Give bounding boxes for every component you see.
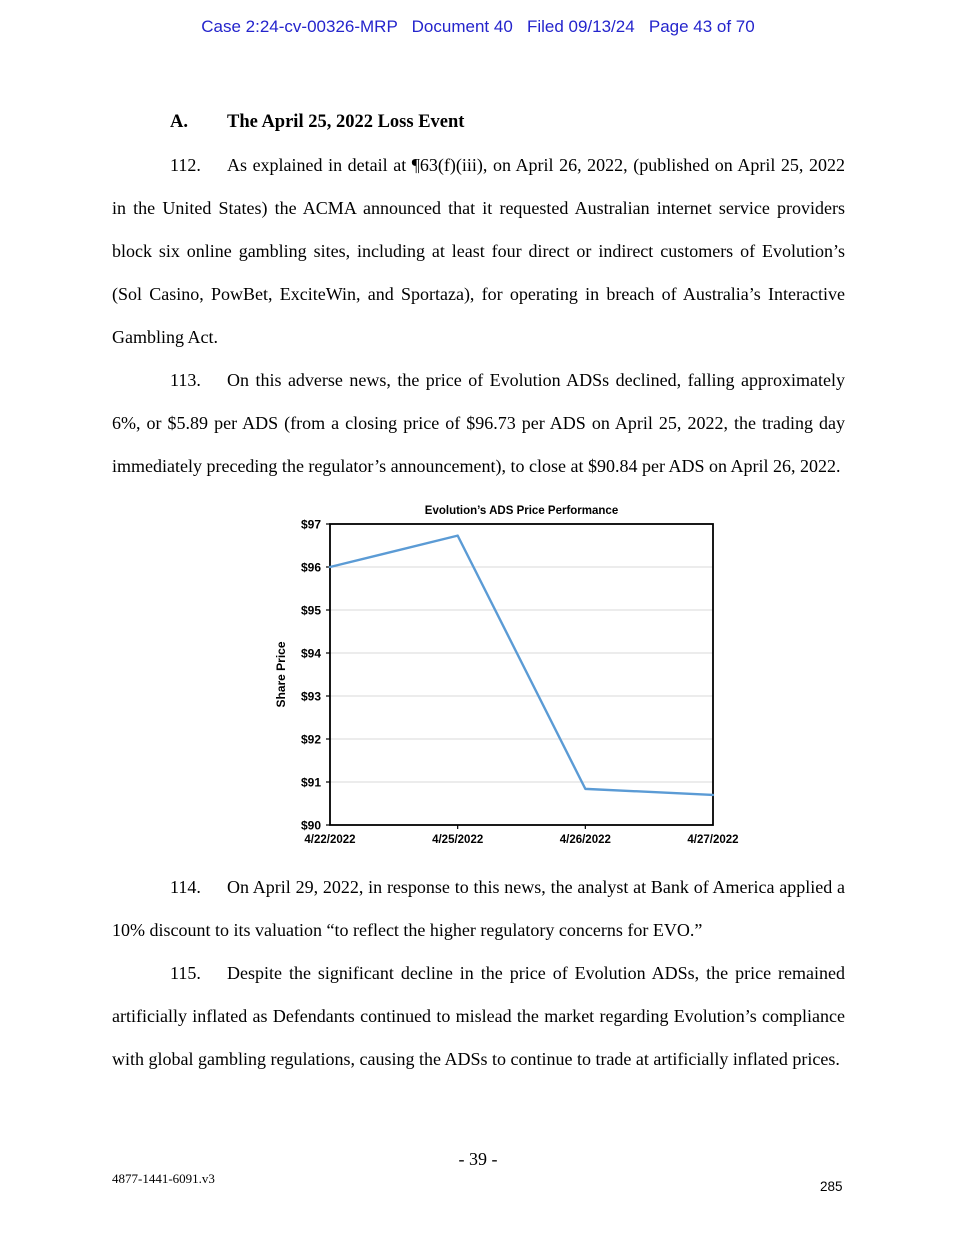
document-body bbox=[112, 101, 845, 1081]
svg-text:$93: $93 bbox=[300, 689, 321, 704]
svg-text:$90: $90 bbox=[300, 818, 321, 833]
court-header-stamp: Case 2:24-cv-00326-MRP Document 40 Filed 09/13/24 Page 43 of 70 bbox=[201, 17, 755, 36]
svg-text:$92: $92 bbox=[300, 732, 321, 747]
section-label: A. bbox=[170, 112, 188, 132]
svg-text:$96: $96 bbox=[300, 560, 321, 575]
svg-text:4/22/2022: 4/22/2022 bbox=[304, 834, 356, 846]
paragraph-text: On this adverse news, the price of Evolution ADSs declined, falling approximately 6%, or $5.89 per ADS (from a closing price of $96.73 per ADS on April 25, 2022, the trading day immediately preceding the regulator’s announcement), to close at $90.84 per ADS on April 26, 2022. bbox=[112, 370, 845, 476]
paragraph-number: 112. bbox=[170, 155, 201, 175]
section-title: The April 25, 2022 Loss Event bbox=[227, 112, 465, 132]
svg-text:4/27/2022: 4/27/2022 bbox=[687, 834, 739, 846]
paragraph-number: 113. bbox=[170, 370, 201, 390]
paragraph-115 bbox=[112, 952, 845, 1081]
svg-text:4/26/2022: 4/26/2022 bbox=[559, 834, 611, 846]
line-chart-canvas bbox=[272, 500, 739, 850]
svg-text:$97: $97 bbox=[300, 517, 321, 532]
svg-text:4/25/2022: 4/25/2022 bbox=[432, 834, 484, 846]
paragraph-text: As explained in detail at ¶63(f)(iii), on April 26, 2022, (published on April 25, 2022 in the United States) the ACMA announced that it requested Australian internet service providers block six online gambling sites, including at least four direct or indirect customers of Evolution’s (Sol Casino, PowBet, ExciteWin, and Sportaza), for operating in breach of Australia’s Interactive Gambling Act. bbox=[112, 155, 845, 347]
paragraph-number: 114. bbox=[170, 877, 201, 897]
ads-price-chart bbox=[272, 500, 739, 850]
svg-text:$91: $91 bbox=[300, 775, 321, 790]
paragraph-112 bbox=[112, 144, 845, 359]
svg-text:Evolution’s ADS Price Performa: Evolution’s ADS Price Performance bbox=[424, 505, 619, 517]
svg-text:$94: $94 bbox=[300, 646, 321, 661]
svg-text:$95: $95 bbox=[300, 603, 321, 618]
document-id-stamp: 4877-1441-6091.v3 bbox=[112, 1171, 215, 1186]
paragraph-114 bbox=[112, 866, 845, 952]
paragraph-text: Despite the significant decline in the price of Evolution ADSs, the price remained artificially inflated as Defendants continued to mislead the market regarding Evolution’s compliance with global gambling regulations, causing the ADSs to continue to trade at artificially inflated prices. bbox=[112, 963, 845, 1069]
paragraph-text: On April 29, 2022, in response to this news, the analyst at Bank of America applied a 10% discount to its valuation “to reflect the higher regulatory concerns for EVO.” bbox=[112, 877, 845, 940]
svg-text:Share Price: Share Price bbox=[274, 641, 288, 708]
page-number: - 39 - bbox=[458, 1149, 498, 1169]
paragraph-113 bbox=[112, 359, 845, 488]
bates-number-stamp: 285 bbox=[820, 1179, 843, 1194]
section-heading bbox=[112, 101, 845, 144]
paragraph-number: 115. bbox=[170, 963, 201, 983]
